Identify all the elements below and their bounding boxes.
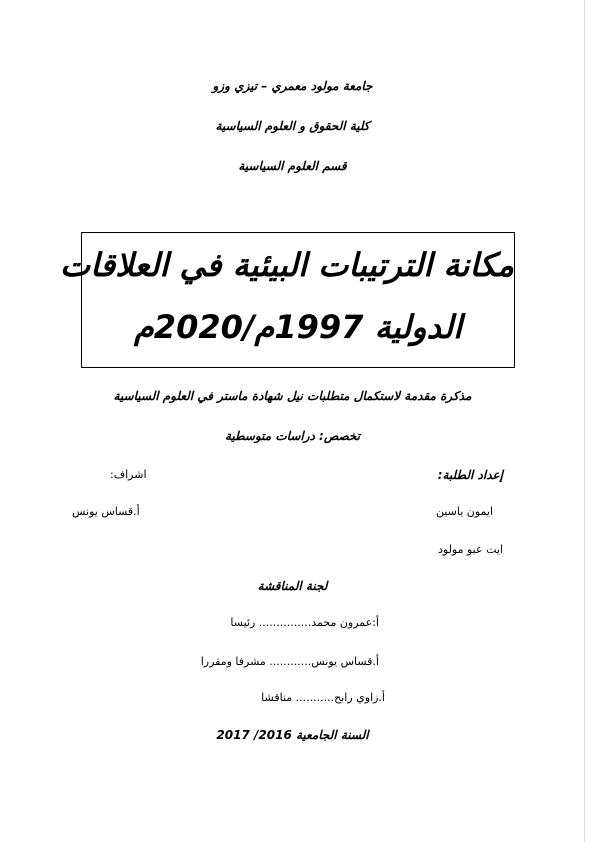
department-name: قسم العلوم السياسية [238, 159, 347, 173]
memo-statement: مذكرة مقدمة لاستكمال متطلبات نيل شهادة ماستر في العلوم السياسية [113, 389, 472, 403]
student-name-1: ايمون ياسين [435, 505, 493, 518]
committee-member-1: أ:عمرون محمد............... رئيسا [230, 616, 379, 629]
academic-year: السنة الجامعية 2016/ 2017 [216, 728, 369, 742]
specialization: تخصص: دراسات متوسطية [224, 429, 361, 443]
faculty-name: كلية الحقوق و العلوم السياسية [215, 119, 370, 133]
university-name: جامعة مولود معمري – تيزي وزو [212, 79, 373, 93]
thesis-title-box [60, 232, 515, 368]
thesis-title-line-2: الدولية 1997م/2020م [133, 308, 463, 346]
supervision-label: اشراف: [110, 468, 147, 481]
students-label: إعداد الطلبة: [437, 468, 503, 482]
thesis-title-line-1: مكانة الترتيبات البيئية في العلاقات [60, 246, 514, 284]
committee-member-2: أ.قساس يونس............ مشرفا ومقررا [200, 655, 379, 668]
committee-title: لجنة المناقشة [257, 579, 328, 593]
committee-member-3: أ.زاوي رابح........... مناقشا [261, 691, 385, 704]
supervisor-name: أ.قساس يونس [72, 505, 140, 518]
student-name-2: ايت عبو مولود [438, 543, 503, 556]
